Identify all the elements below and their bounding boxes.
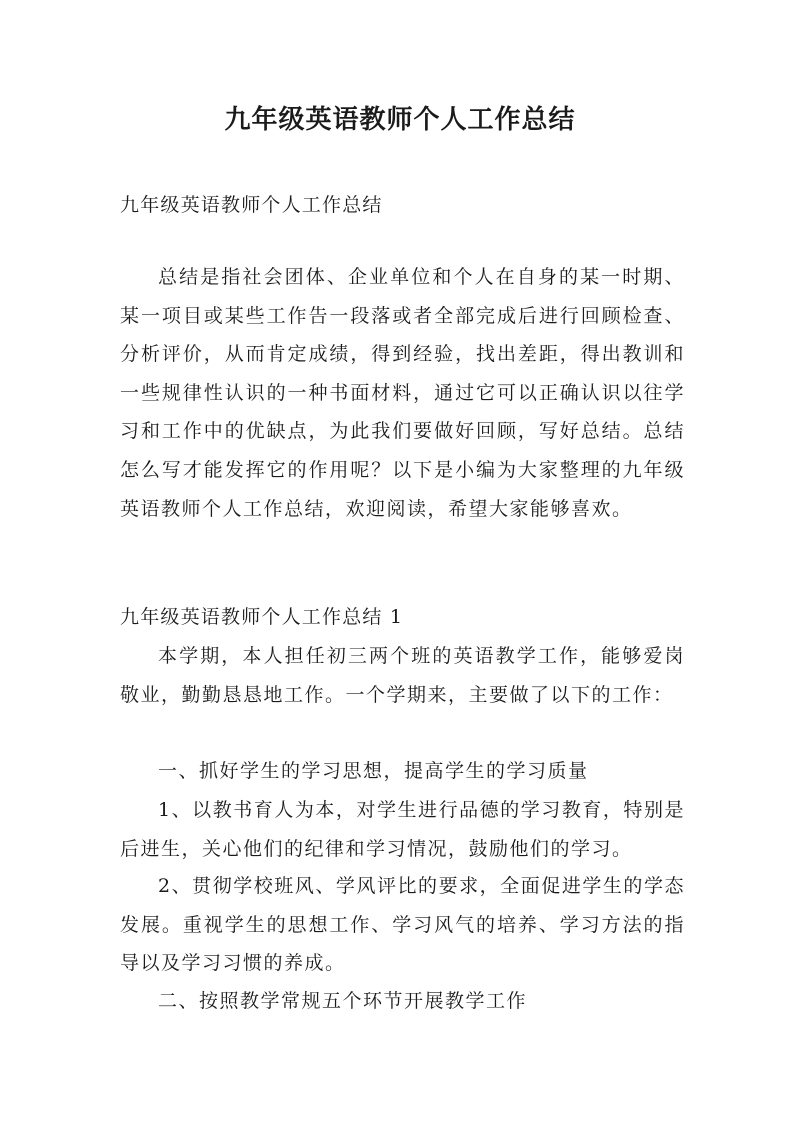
section-heading: 九年级英语教师个人工作总结 1 <box>120 606 404 628</box>
document-title: 九年级英语教师个人工作总结 <box>224 105 576 135</box>
intro-paragraph: 总结是指社会团体、企业单位和个人在自身的某一时期、某一项目或某些工作告一段落或者全部完成后进行回顾检查、分析评价，从而肯定成绩，得到经验，找出差距，得出教训和一些规律性认识的一种书面材料，通过它可以正确认识以往学习和工作中的优缺点，为此我们要做好回顾，写好总结。总结怎么写才能发挥它的作用呢？以下是小编为大家整理的九年级英语教师个人工作总结，欢迎阅读，希望大家能够喜欢。 <box>120 266 685 520</box>
point-1-item-2: 2、贯彻学校班风、学风评比的要求，全面促进学生的学态发展。重视学生的思想工作、学习风气的培养、学习方法的指导以及学习习惯的养成。 <box>120 875 685 975</box>
point-1-heading: 一、抓好学生的学习思想，提高学生的学习质量 <box>158 760 589 782</box>
document-subtitle: 九年级英语教师个人工作总结 <box>120 194 383 216</box>
point-1-item-1: 1、以教书育人为本，对学生进行品德的学习教育，特别是后进生，关心他们的纪律和学习情况，鼓励他们的学习。 <box>120 799 685 860</box>
section-opening-paragraph: 本学期，本人担任初三两个班的英语教学工作，能够爱岗敬业，勤勤恳恳地工作。一个学期来，主要做了以下的工作： <box>120 645 685 706</box>
point-2-heading: 二、按照教学常规五个环节开展教学工作 <box>158 990 528 1012</box>
